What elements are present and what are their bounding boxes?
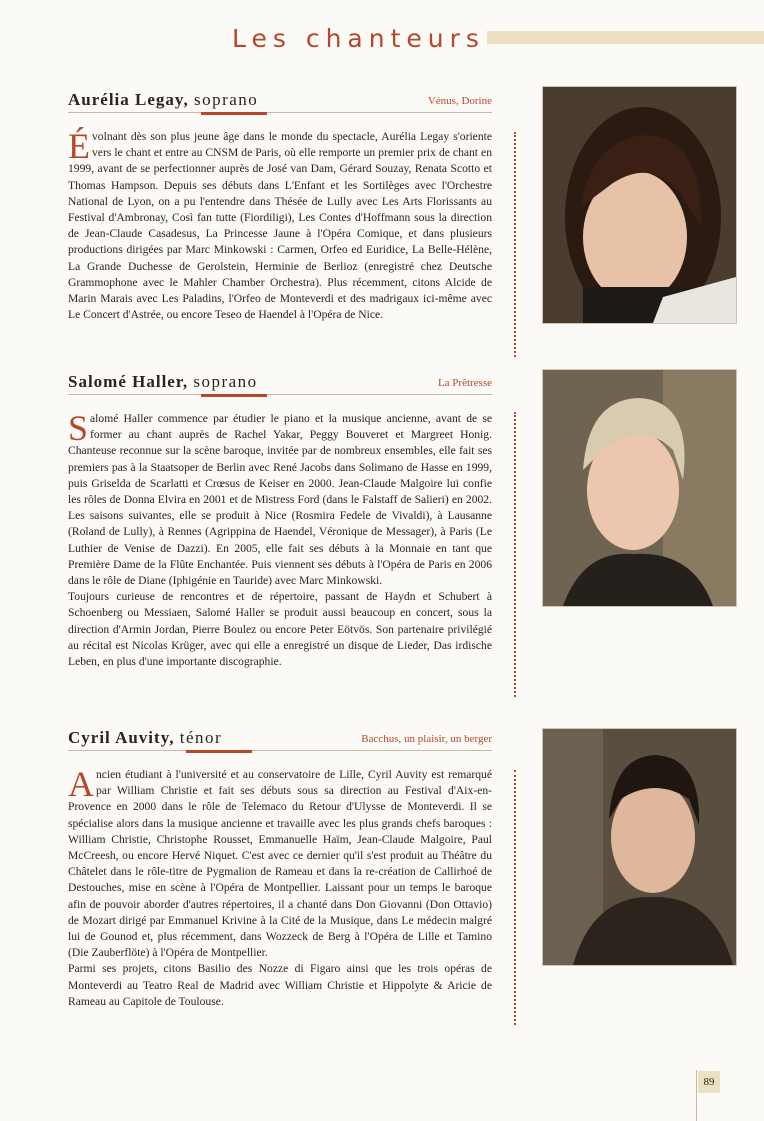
singer-name-text: Aurélia Legay,	[68, 90, 189, 109]
singer-biography	[68, 408, 492, 670]
name-underline	[186, 750, 252, 753]
bio-paragraph: Parmi ses projets, citons Basilio des Nozze di Figaro ainsi que les trois opéras de Monteverdi au Teatro Real de Madrid avec William Christie et Hippolyte & Aricie de Rameau au Capitole de Toulouse.	[68, 962, 492, 1008]
singer-heading	[68, 728, 492, 751]
singer-role: La Prêtresse	[437, 377, 492, 389]
singer-section-auvity	[68, 728, 492, 1010]
portrait-photo-haller	[542, 369, 737, 607]
page-number: 89	[698, 1071, 720, 1093]
singer-heading	[68, 372, 492, 395]
singer-name	[68, 372, 258, 392]
singer-name-text: Salomé Haller,	[68, 372, 189, 391]
bio-paragraph: ncien étudiant à l'université et au conservatoire de Lille, Cyril Auvity est remarqué par William Christie et fait ses débuts sous sa direction au Festival d'Aix-en-Provence en 2000 dans le rôle de Telemaco du Retour d'Ulysse de Monteverdi. Il se spécialise alors dans la musique ancienne et travaille avec les plus grands chefs baroques : William Christie, Christophe Rousset, Emmanuelle Haïm, Jean-Claude Malgoire, Paul McCreesh, ou encore Hervé Niquet. C'est avec ce dernier qu'il s'est produit au Théâtre du Châtelet dans le rôle-titre de Pygmalion de Rameau et dans la re-création de Callirhoé de Destouches, mise en scène à l'Opéra de Montpellier. Laissant pour un temps le baroque afin de pouvoir aborder d'autres répertoires, il a chanté dans Don Giovanni (Don Ottavio) de Mozart dirigé par Emmanuel Krivine à la Cité de la Musique, dans Le médecin malgré lui de Gounod et, plus récemment, dans Wozzeck de Berg à l'Opéra de Lille et Tamino (Die Zauberflöte) à l'Opéra de Montpellier.	[68, 768, 492, 960]
voice-type: soprano	[193, 372, 258, 391]
footer-rule	[696, 1070, 697, 1121]
bio-paragraph: alomé Haller commence par étudier le piano et la musique ancienne, avant de se former au chant auprès de Rachel Yakar, Peggy Bouveret et Margreet Honig. Chanteuse reconnue sur la scène baroque, invitée par de nombreux ensembles, elle fait ses premiers pas à la Staatsoper de Berlin avec René Jacobs dans Solimano de Hasse en 1999, puis Griselda de Scarlatti et Crœsus de Keiser en 2000. Jean-Claude Malgoire lui confie les rôles de Donna Elvira en 2001 et de Mistress Ford (dans le Falstaff de Salieri) en 2002. Les saisons suivantes, elle se produit à Nice (Rosmira Fedele de Vivaldi), à Lausanne (Roland de Lully), à Rennes (Agrippina de Haendel, Véronique de Messager), à Paris (Le Luthier de Venise de Dazzi). En 2005, elle fait ses débuts à la Monnaie en tant que Première Dame de la Flûte Enchantée. Puis viennent ses débuts à l'Opéra de Paris en 2006 dans le rôle de Diane (Iphigénie en Tauride) avec Marc Minkowski.	[68, 412, 492, 588]
singer-biography	[68, 764, 492, 1010]
drop-cap: A	[68, 764, 94, 804]
drop-cap: S	[68, 408, 89, 448]
singer-role: Bacchus, un plaisir, un berger	[361, 733, 492, 745]
name-underline	[201, 112, 267, 115]
singer-section-haller	[68, 372, 492, 670]
voice-type: ténor	[179, 728, 223, 747]
header-band	[487, 31, 764, 44]
singer-name	[68, 728, 222, 748]
bio-paragraph: Toujours curieuse de rencontres et de répertoire, passant de Haydn et Schubert à Schoenberg ou Messiaen, Salomé Haller se produit aussi beaucoup en concert, sous la direction d'Armin Jordan, Pierre Boulez ou encore Peter Eötvös. Son partenaire privilégié au récital est Nicolas Krüger, avec qui elle a enregistré un disque de Lieder, Das irdische Leben, en plus d'une importante discographie.	[68, 590, 492, 669]
singer-heading	[68, 90, 492, 113]
singer-role: Vénus, Dorine	[427, 95, 492, 107]
portrait-photo-auvity	[542, 728, 737, 966]
singer-name	[68, 90, 258, 110]
drop-cap: É	[68, 126, 90, 166]
bio-paragraph: volnant dès son plus jeune âge dans le monde du spectacle, Aurélia Legay s'oriente vers le chant et entre au CNSM de Paris, où elle remporte un premier prix de chant en 1999, avant de se perfectionner auprès de José van Dam, Gérard Souzay, Renata Scotto et Thomas Hampson. Depuis ses débuts dans L'Enfant et les Sortilèges avec l'Orchestre National de Lyon, on a pu l'entendre dans Thésée de Lully avec Les Arts Florissants au Festival d'Ambronay, Così fan tutte (Fiordiligi), Les Contes d'Hoffmann sous la direction de Jean-Claude Casadesus, La Princesse Jaune à l'Opéra Comique, et dans plusieurs productions dirigées par Marc Minkowski : Carmen, Orfeo ed Euridice, La Belle-Hélène, La Grande Duchesse de Gerolstein, Herminie de Berlioz (enregistré chez Deutsche Grammophone avec le Mahler Chamber Orchestra). Plus récemment, citons Alcide de Marin Marais avec Les Paladins, l'Orfeo de Monteverdi et des madrigaux ici-même avec Le Concert d'Astrée, ou encore Teseo de Haendel à l'Opéra de Nice.	[68, 130, 492, 322]
name-underline	[201, 394, 267, 397]
singer-name-text: Cyril Auvity,	[68, 728, 175, 747]
page-title: Les chanteurs	[232, 24, 485, 53]
dotted-divider	[514, 412, 516, 697]
dotted-divider	[514, 770, 516, 1025]
singer-biography	[68, 126, 492, 323]
dotted-divider	[514, 132, 516, 357]
portrait-photo-legay	[542, 86, 737, 324]
voice-type: soprano	[193, 90, 259, 109]
singer-section-legay	[68, 90, 492, 323]
